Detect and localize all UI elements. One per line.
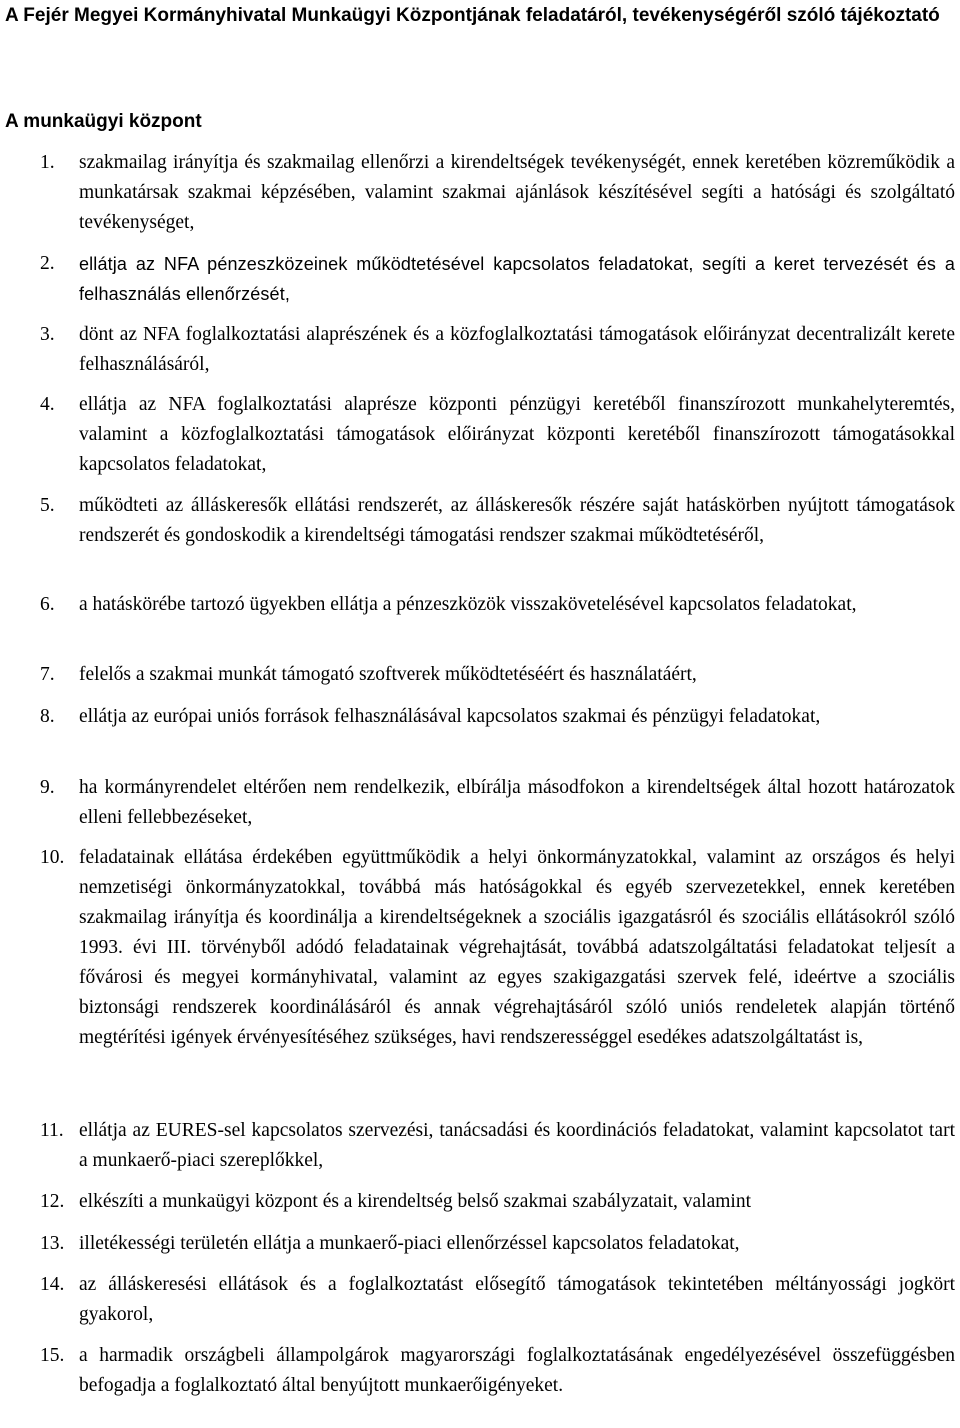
list-item-number: 9. [40, 777, 55, 798]
list-item-text: ellátja az NFA pénzeszközeinek működtetésével kapcsolatos feladatokat, segíti a keret tervezését és a felhasználás ellenőrzését, [79, 254, 955, 304]
list-item-text: működteti az álláskeresők ellátási rendszerét, az álláskeresők részére saját hatáskörben nyújtott támogatások rendszerét és gondoskodik a kirendeltségi támogatási rendszer szakmai működtetéséről, [79, 495, 955, 546]
list-item-number: 8. [40, 706, 55, 727]
list-item-text: az álláskeresési ellátások és a foglalkoztatást elősegítő támogatások tekintetében méltányossági jogkört gyakorol, [79, 1274, 955, 1325]
list-item-number: 3. [40, 324, 55, 345]
list-item-text: felelős a szakmai munkát támogató szoftverek működtetéséért és használatáért, [79, 664, 697, 685]
list-item-text: illetékességi területén ellátja a munkaerő-piaci ellenőrzéssel kapcsolatos feladatokat, [79, 1233, 740, 1254]
list-item-number: 11. [40, 1120, 64, 1141]
list-item-text: a hatáskörébe tartozó ügyekben ellátja a pénzeszközök visszakövetelésével kapcsolatos feladatokat, [79, 594, 857, 615]
section-heading: A munkaügyi központ [5, 111, 202, 132]
list-item-text: dönt az NFA foglalkoztatási alaprészének és a közfoglalkoztatási támogatások előirányzat decentralizált kerete felhasználásáról, [79, 324, 955, 375]
list-item-text: ellátja az NFA foglalkoztatási alaprésze központi pénzügyi keretéből finanszírozott munkahelyteremtés, valamint a közfoglalkoztatási támogatások előirányzat központi keretéből finanszírozott támogatásokkal kapcsolatos feladatokat, [79, 394, 955, 475]
list-item-text: ellátja az EURES-sel kapcsolatos szervezési, tanácsadási és koordinációs feladatokat, valamint kapcsolatot tart a munkaerő-piaci szereplőkkel, [79, 1120, 955, 1171]
list-item-number: 2. [40, 253, 55, 274]
list-item-number: 14. [40, 1274, 65, 1295]
list-item-text: elkészíti a munkaügyi központ és a kirendeltség belső szakmai szabályzatait, valamint [79, 1191, 751, 1212]
document-title: A Fejér Megyei Kormányhivatal Munkaügyi Központjának feladatáról, tevékenységéről szóló tájékoztató [5, 5, 940, 26]
list-item-text: ha kormányrendelet eltérően nem rendelkezik, elbírálja másodfokon a kirendeltségek által hozott határozatok elleni fellebbezéseket, [79, 777, 955, 828]
list-item-number: 1. [40, 152, 55, 173]
list-item-text: szakmailag irányítja és szakmailag ellenőrzi a kirendeltségek tevékenységét, ennek keretében közreműködik a munkatársak szakmai képzésében, valamint szakmai ajánlások készítésével segíti a hatósági és szolgáltató tevékenységet, [79, 152, 955, 233]
list-item-number: 4. [40, 394, 55, 415]
list-item-text: feladatainak ellátása érdekében együttműködik a helyi önkormányzatokkal, valamint az országos és helyi nemzetiségi önkormányzatokkal, továbbá más hatóságokkal és egyéb szervezetekkel, ennek keretében szakmailag irányítja és koordinálja a kirendeltségeknek a szociális igazgatásról és szociális ellátásokról szóló 1993. évi III. törvényből adódó feladatainak végrehajtását, továbbá adatszolgáltatási feladatokat teljesít a fővárosi és megyei kormányhivatal, valamint az egyes szakigazgatási szervek felé, ideértve a szociális biztonsági rendszerek koordinálásáról és annak végrehajtásáról szóló uniós rendeletek alapján történő megtérítési igények érvényesítéséhez szükséges, havi rendszerességgel esedékes adatszolgáltatást is, [79, 847, 955, 1048]
list-item-number: 10. [40, 847, 65, 868]
list-item-text: ellátja az európai uniós források felhasználásával kapcsolatos szakmai és pénzügyi feladatokat, [79, 706, 821, 727]
list-item-number: 12. [40, 1191, 65, 1212]
list-item-number: 13. [40, 1233, 65, 1254]
list-item-text: a harmadik országbeli állampolgárok magyarországi foglalkoztatásának engedélyezésével összefüggésben befogadja a foglalkoztató által benyújtott munkaerőigényeket. [79, 1345, 955, 1396]
list-item-number: 6. [40, 594, 55, 615]
list-item-number: 5. [40, 495, 55, 516]
list-item-number: 7. [40, 664, 55, 685]
list-item-number: 15. [40, 1345, 65, 1366]
